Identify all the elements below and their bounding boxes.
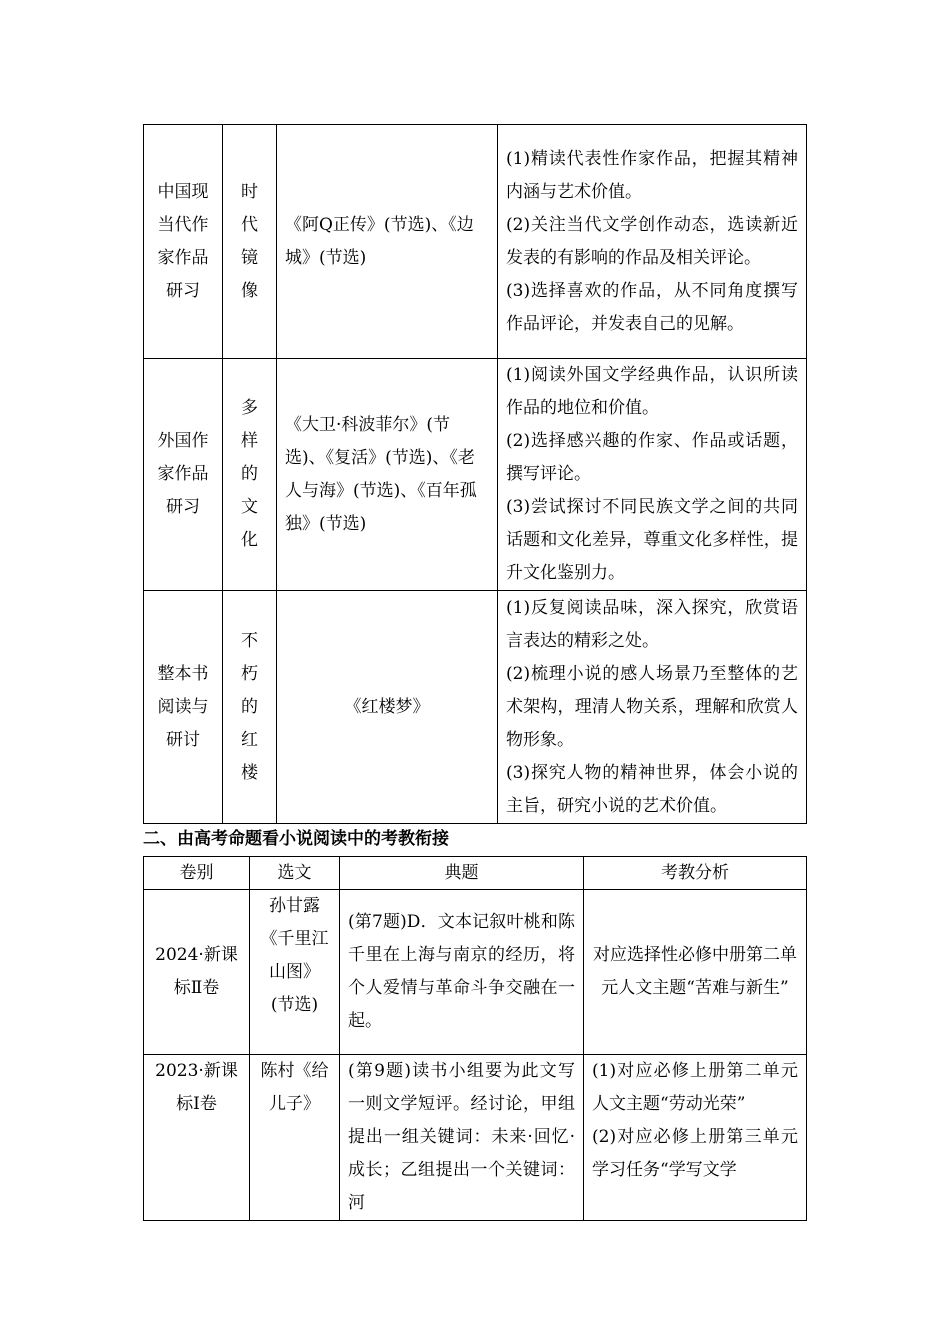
goal-item: (3)尝试探讨不同民族文学之间的共同话题和文化差异，尊重文化多样性，提升文化鉴别力。 xyxy=(506,497,798,583)
analysis-item: (1)对应必修上册第二单元人文主题“劳动光荣” xyxy=(592,1061,798,1114)
goals-cell xyxy=(498,591,807,824)
theme-cell: 时代镜像 xyxy=(223,125,277,359)
exam-row xyxy=(144,1055,807,1221)
goal-item: (3)选择喜欢的作品，从不同角度撰写作品评论，并发表自己的见解。 xyxy=(506,280,798,334)
curriculum-table xyxy=(143,124,807,824)
curriculum-row xyxy=(144,125,807,359)
analysis-item: 对应选择性必修中册第二单元人文主题“苦难与新生” xyxy=(593,945,797,998)
goal-item: (1)反复阅读品味，深入探究，欣赏语言表达的精彩之处。 xyxy=(506,597,798,651)
header-selection: 选文 xyxy=(250,857,340,890)
theme-cell: 不朽的红楼 xyxy=(223,591,277,824)
topic-cell: 中国现当代作家作品研习 xyxy=(144,125,223,359)
header-paper: 卷别 xyxy=(144,857,250,890)
curriculum-row xyxy=(144,359,807,591)
analysis-cell xyxy=(584,890,807,1055)
theme-cell: 多样的文化 xyxy=(223,359,277,591)
header-question: 典题 xyxy=(340,857,584,890)
texts-cell: 《大卫·科波菲尔》(节选)、《复活》(节选)、《老人与海》(节选)、《百年孤独》(节选) xyxy=(277,359,498,591)
question-cell: (第7题)D．文本记叙叶桃和陈千里在上海与南京的经历，将个人爱情与革命斗争交融在一起。 xyxy=(340,890,584,1055)
question-cell: (第9题)读书小组要为此文写一则文学短评。经讨论，甲组提出一组关键词：未来·回忆·成长；乙组提出一个关键词：河 xyxy=(340,1055,584,1221)
goal-item: (2)选择感兴趣的作家、作品或话题，撰写评论。 xyxy=(506,431,798,484)
exam-header-row xyxy=(144,857,807,890)
exam-row xyxy=(144,890,807,1055)
texts-cell: 《红楼梦》 xyxy=(277,591,498,824)
header-analysis: 考教分析 xyxy=(584,857,807,890)
goals-cell xyxy=(498,359,807,591)
goal-item: (1)精读代表性作家作品，把握其精神内涵与艺术价值。 xyxy=(506,148,798,202)
goal-item: (3)探究人物的精神世界，体会小说的主旨，研究小说的艺术价值。 xyxy=(506,762,798,816)
goals-cell xyxy=(498,125,807,359)
analysis-cell xyxy=(584,1055,807,1221)
selection-cell: 陈村《给儿子》 xyxy=(250,1055,340,1221)
paper-cell: 2024·新课标Ⅱ卷 xyxy=(144,890,250,1055)
exam-table xyxy=(143,856,807,1221)
curriculum-row xyxy=(144,591,807,824)
selection-cell: 孙甘露《千里江山图》(节选) xyxy=(250,890,340,1055)
section-heading: 二、由高考命题看小说阅读中的考教衔接 xyxy=(143,829,449,849)
analysis-item: (2)对应必修上册第三单元学习任务“学写文学 xyxy=(592,1127,798,1180)
goal-item: (2)关注当代文学创作动态，选读新近发表的有影响的作品及相关评论。 xyxy=(506,214,798,268)
goal-item: (2)梳理小说的感人场景乃至整体的艺术架构，理清人物关系，理解和欣赏人物形象。 xyxy=(506,663,798,750)
goal-item: (1)阅读外国文学经典作品，认识所读作品的地位和价值。 xyxy=(506,365,798,418)
paper-cell: 2023·新课标Ⅰ卷 xyxy=(144,1055,250,1221)
topic-cell: 整本书阅读与研讨 xyxy=(144,591,223,824)
topic-cell: 外国作家作品研习 xyxy=(144,359,223,591)
texts-cell: 《阿Q正传》(节选)、《边城》(节选) xyxy=(277,125,498,359)
